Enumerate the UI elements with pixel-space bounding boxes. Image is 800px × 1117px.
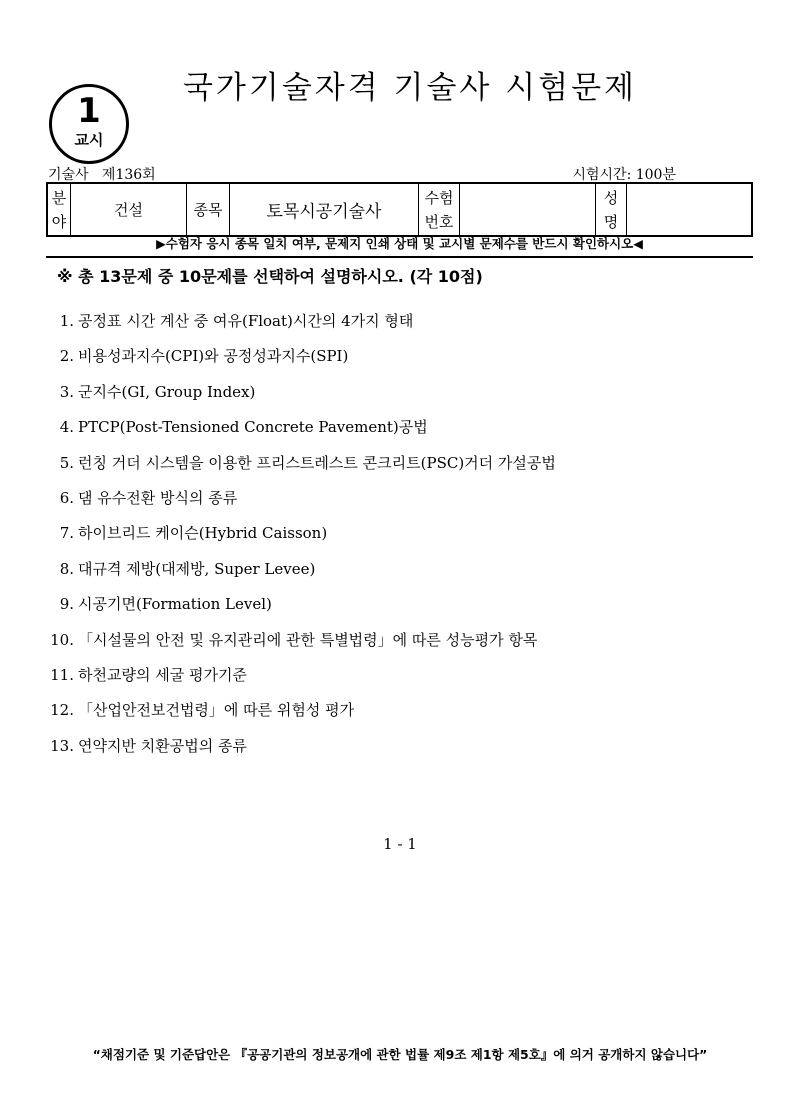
page-number: 1 - 1 bbox=[383, 835, 417, 853]
category-label: 종목 bbox=[187, 183, 230, 236]
field-label-top: 분 bbox=[51, 188, 67, 207]
question-number: 8. bbox=[59, 559, 74, 578]
question-item bbox=[46, 451, 766, 486]
question-text: 하이브리드 케이슨(Hybrid Caisson) bbox=[78, 524, 328, 543]
exam-duration: 시험시간: 100분 bbox=[572, 167, 676, 183]
name-label-bottom: 명 bbox=[603, 212, 619, 231]
instruction: ※ 총 13문제 중 10문제를 선택하여 설명하시오. (각 10점) bbox=[57, 267, 483, 286]
name-label-top: 성 bbox=[603, 188, 619, 207]
name-label-cell bbox=[596, 183, 627, 236]
question-item bbox=[46, 734, 766, 769]
question-number: 10. bbox=[50, 630, 74, 649]
session-badge bbox=[49, 84, 129, 164]
question-item bbox=[46, 592, 766, 627]
question-item bbox=[46, 557, 766, 592]
field-label-cell bbox=[47, 183, 71, 236]
question-text: 「산업안전보건법령」에 따른 위험성 평가 bbox=[78, 701, 355, 720]
field-value: 건설 bbox=[71, 183, 187, 236]
question-text: PTCP(Post-Tensioned Concrete Pavement)공법 bbox=[78, 418, 428, 437]
question-text: 공정표 시간 계산 중 여유(Float)시간의 4가지 형태 bbox=[78, 312, 414, 330]
question-item bbox=[46, 415, 766, 450]
question-number: 4. bbox=[59, 418, 74, 437]
name-field[interactable] bbox=[627, 183, 753, 236]
question-number: 1. bbox=[59, 312, 74, 330]
question-list bbox=[46, 309, 766, 769]
divider bbox=[46, 256, 753, 258]
field-label-bottom: 야 bbox=[51, 212, 67, 231]
exam-title: 국가기술자격 기술사 시험문제 bbox=[182, 70, 637, 106]
footer-disclaimer: “채점기준 및 기준답안은 『공공기관의 정보공개에 관한 법률 제9조 제1항 제5호』에 의거 공개하지 않습니다” bbox=[92, 1047, 708, 1062]
question-text: 군지수(GI, Group Index) bbox=[78, 382, 256, 401]
exam-number-label-cell bbox=[419, 183, 460, 236]
question-item bbox=[46, 663, 766, 698]
question-number: 6. bbox=[59, 488, 74, 507]
exam-number-field[interactable] bbox=[460, 183, 596, 236]
question-text: 「시설물의 안전 및 유지관리에 관한 특별법령」에 따른 성능평가 항목 bbox=[78, 630, 538, 649]
question-number: 2. bbox=[59, 347, 74, 366]
exam-number-label-bottom: 번호 bbox=[424, 212, 454, 231]
question-number: 5. bbox=[59, 453, 74, 472]
question-text: 대규격 제방(대제방, Super Levee) bbox=[78, 559, 316, 578]
question-text: 하천교량의 세굴 평가기준 bbox=[78, 665, 247, 684]
question-text: 비용성과지수(CPI)와 공정성과지수(SPI) bbox=[78, 347, 349, 366]
question-item bbox=[46, 486, 766, 521]
question-number: 11. bbox=[50, 665, 74, 684]
question-number: 7. bbox=[59, 524, 74, 543]
question-text: 댐 유수전환 방식의 종류 bbox=[78, 488, 238, 507]
question-item bbox=[46, 521, 766, 556]
session-label: 교시 bbox=[74, 131, 104, 149]
notice-banner: ▶수험자 응시 종목 일치 여부, 문제지 인쇄 상태 및 교시별 문제수를 반드시 확인하시오◀ bbox=[156, 236, 643, 251]
question-number: 3. bbox=[59, 382, 74, 401]
exam-round: 기술사 제136회 bbox=[48, 167, 156, 183]
question-item bbox=[46, 628, 766, 663]
question-item bbox=[46, 344, 766, 379]
exam-info-table bbox=[46, 182, 753, 237]
exam-number-label-top: 수험 bbox=[424, 188, 454, 207]
question-number: 9. bbox=[59, 595, 74, 614]
question-item bbox=[46, 380, 766, 415]
question-item bbox=[46, 309, 766, 344]
question-number: 12. bbox=[50, 701, 74, 720]
question-text: 연약지반 치환공법의 종류 bbox=[78, 736, 247, 755]
session-number: 1 bbox=[77, 91, 101, 131]
question-number: 13. bbox=[50, 736, 74, 755]
question-text: 시공기면(Formation Level) bbox=[78, 595, 272, 614]
question-text: 런칭 거더 시스템을 이용한 프리스트레스트 콘크리트(PSC)거더 가설공법 bbox=[78, 453, 556, 472]
question-item bbox=[46, 698, 766, 733]
category-value: 토목시공기술사 bbox=[230, 183, 419, 236]
